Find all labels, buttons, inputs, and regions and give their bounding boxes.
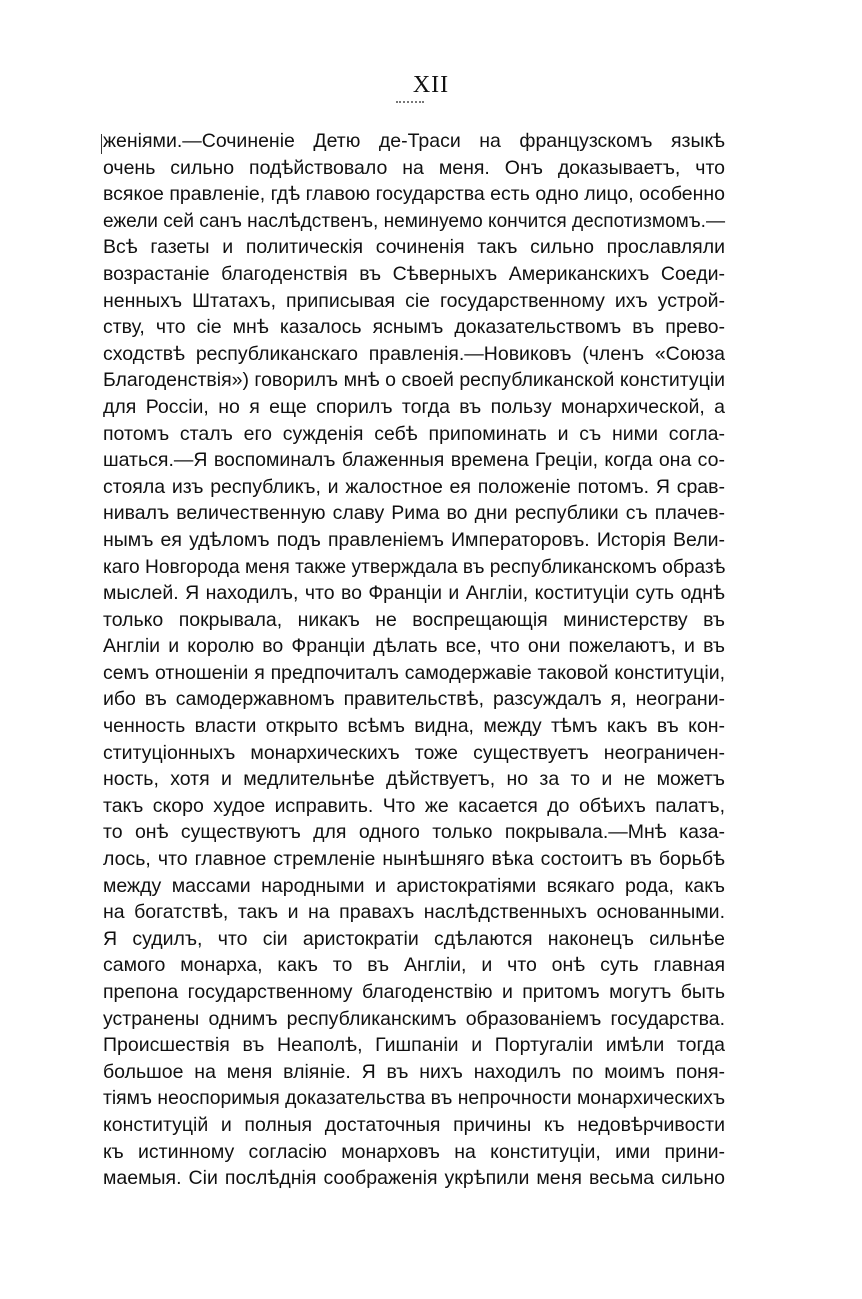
text-line: къ истинному согласію монарховъ на конституціи, ими прини- bbox=[103, 1140, 725, 1163]
text-line: стояла изъ республикъ, и жалостное ея положеніе потомъ. Я срав- bbox=[103, 475, 725, 498]
text-line: семъ отношеніи я предпочиталъ самодержавіе таковой конституціи, bbox=[103, 661, 725, 684]
text-line: каго Новгорода меня также утверждала въ республиканскомъ образѣ bbox=[103, 555, 726, 578]
text-line: женіями.—Сочиненіе Детю де-Траси на французскомъ языкѣ bbox=[103, 130, 725, 152]
text-line: конституцій и полныя достаточныя причины къ недовѣрчивости bbox=[103, 1113, 725, 1136]
text-line: мыслей. Я находилъ, что во Франціи и Англіи, коституціи суть однѣ bbox=[103, 582, 725, 605]
text-line: сходствѣ республиканскаго правленія.—Новиковъ (членъ «Союза bbox=[103, 342, 725, 365]
text-line: ституціонныхъ монархическихъ тоже существуетъ неограничен- bbox=[103, 741, 725, 764]
text-line: всякое правленіе, гдѣ главою государства есть одно лицо, особенно bbox=[103, 183, 725, 206]
text-line: ность, хотя и медлительнѣе дѣйствуетъ, но за то и не можетъ bbox=[103, 768, 725, 791]
text-line: препона государственному благоденствію и притомъ могутъ быть bbox=[103, 981, 725, 1003]
text-line: ибо въ самодержавномъ правительствѣ, разсуждалъ я, неограни- bbox=[103, 688, 725, 711]
text-line: нивалъ величественную славу Рима во дни республики съ плачев- bbox=[103, 502, 725, 525]
text-line: маемыя. Сіи послѣднія соображенія укрѣпили меня весьма сильно bbox=[103, 1167, 725, 1190]
text-line: нымъ ея удѣломъ подъ правленіемъ Императоровъ. Исторія Вели- bbox=[103, 528, 725, 551]
text-line: ежели сей санъ наслѣдственъ, неминуемо кончится деспотизмомъ.— bbox=[103, 209, 726, 232]
text-line: Я судилъ, что сіи аристократіи сдѣлаются наконецъ сильнѣе bbox=[103, 927, 725, 950]
text-line: возрастаніе благоденствія въ Сѣверныхъ Американскихъ Соеди- bbox=[103, 262, 725, 285]
text-line: такъ скоро худое исправить. Что же касается до обѣихъ палатъ, bbox=[103, 794, 725, 817]
text-line: на богатствѣ, такъ и на правахъ наслѣдственныхъ основанными. bbox=[103, 901, 725, 924]
text-line: Англіи и королю во Франціи дѣлать все, что они пожелаютъ, и въ bbox=[103, 635, 725, 658]
text-line: ненныхъ Штатахъ, приписывая сіе государственному ихъ устрой- bbox=[103, 289, 725, 312]
text-line: очень сильно подѣйствовало на меня. Онъ доказываетъ, что bbox=[103, 156, 725, 179]
text-line: для Россіи, но я еще спорилъ тогда въ пользу монархической, а bbox=[103, 395, 725, 418]
text-line: устранены однимъ республиканскимъ образованіемъ государства. bbox=[103, 1007, 725, 1030]
text-line: между массами народными и аристократіями всякаго рода, какъ bbox=[103, 874, 725, 897]
text-line: ченность власти открыто всѣмъ видна, между тѣмъ какъ въ кон- bbox=[103, 715, 725, 738]
text-line: большое на меня вліяніе. Я въ нихъ находилъ по моимъ поня- bbox=[103, 1060, 725, 1083]
page-number-rule bbox=[396, 101, 424, 103]
text-line: тіямъ неоспоримыя доказательства въ непрочности монархическихъ bbox=[103, 1087, 726, 1110]
text-line: Благоденствія») говорилъ мнѣ о своей республиканской конституціи bbox=[103, 369, 725, 392]
text-line: самого монарха, какъ то въ Англіи, и что онѣ суть главная bbox=[103, 954, 725, 977]
text-line: лось, что главное стремленіе нынѣшняго вѣка состоитъ въ борьбѣ bbox=[103, 848, 725, 871]
page-number: XII bbox=[412, 72, 450, 98]
text-line: то онѣ существуютъ для одного только покрывала.—Мнѣ каза- bbox=[103, 821, 725, 844]
text-line: шаться.—Я воспоминалъ блаженныя времена Греціи, когда она со- bbox=[103, 449, 725, 472]
text-line: Происшествія въ Неаполѣ, Гишпаніи и Португаліи имѣли тогда bbox=[103, 1034, 725, 1057]
text-line: ству, что сіе мнѣ казалось яснымъ доказательствомъ въ прево- bbox=[103, 316, 725, 339]
body-text bbox=[103, 128, 725, 1192]
text-line: потомъ сталъ его сужденія себѣ припоминать и съ ними согла- bbox=[103, 422, 725, 445]
text-line: Всѣ газеты и политическія сочиненія такъ сильно прославляли bbox=[103, 236, 725, 259]
margin-mark bbox=[101, 134, 102, 154]
text-line: только покрывала, никакъ не воспрещающія министерству въ bbox=[103, 608, 725, 631]
